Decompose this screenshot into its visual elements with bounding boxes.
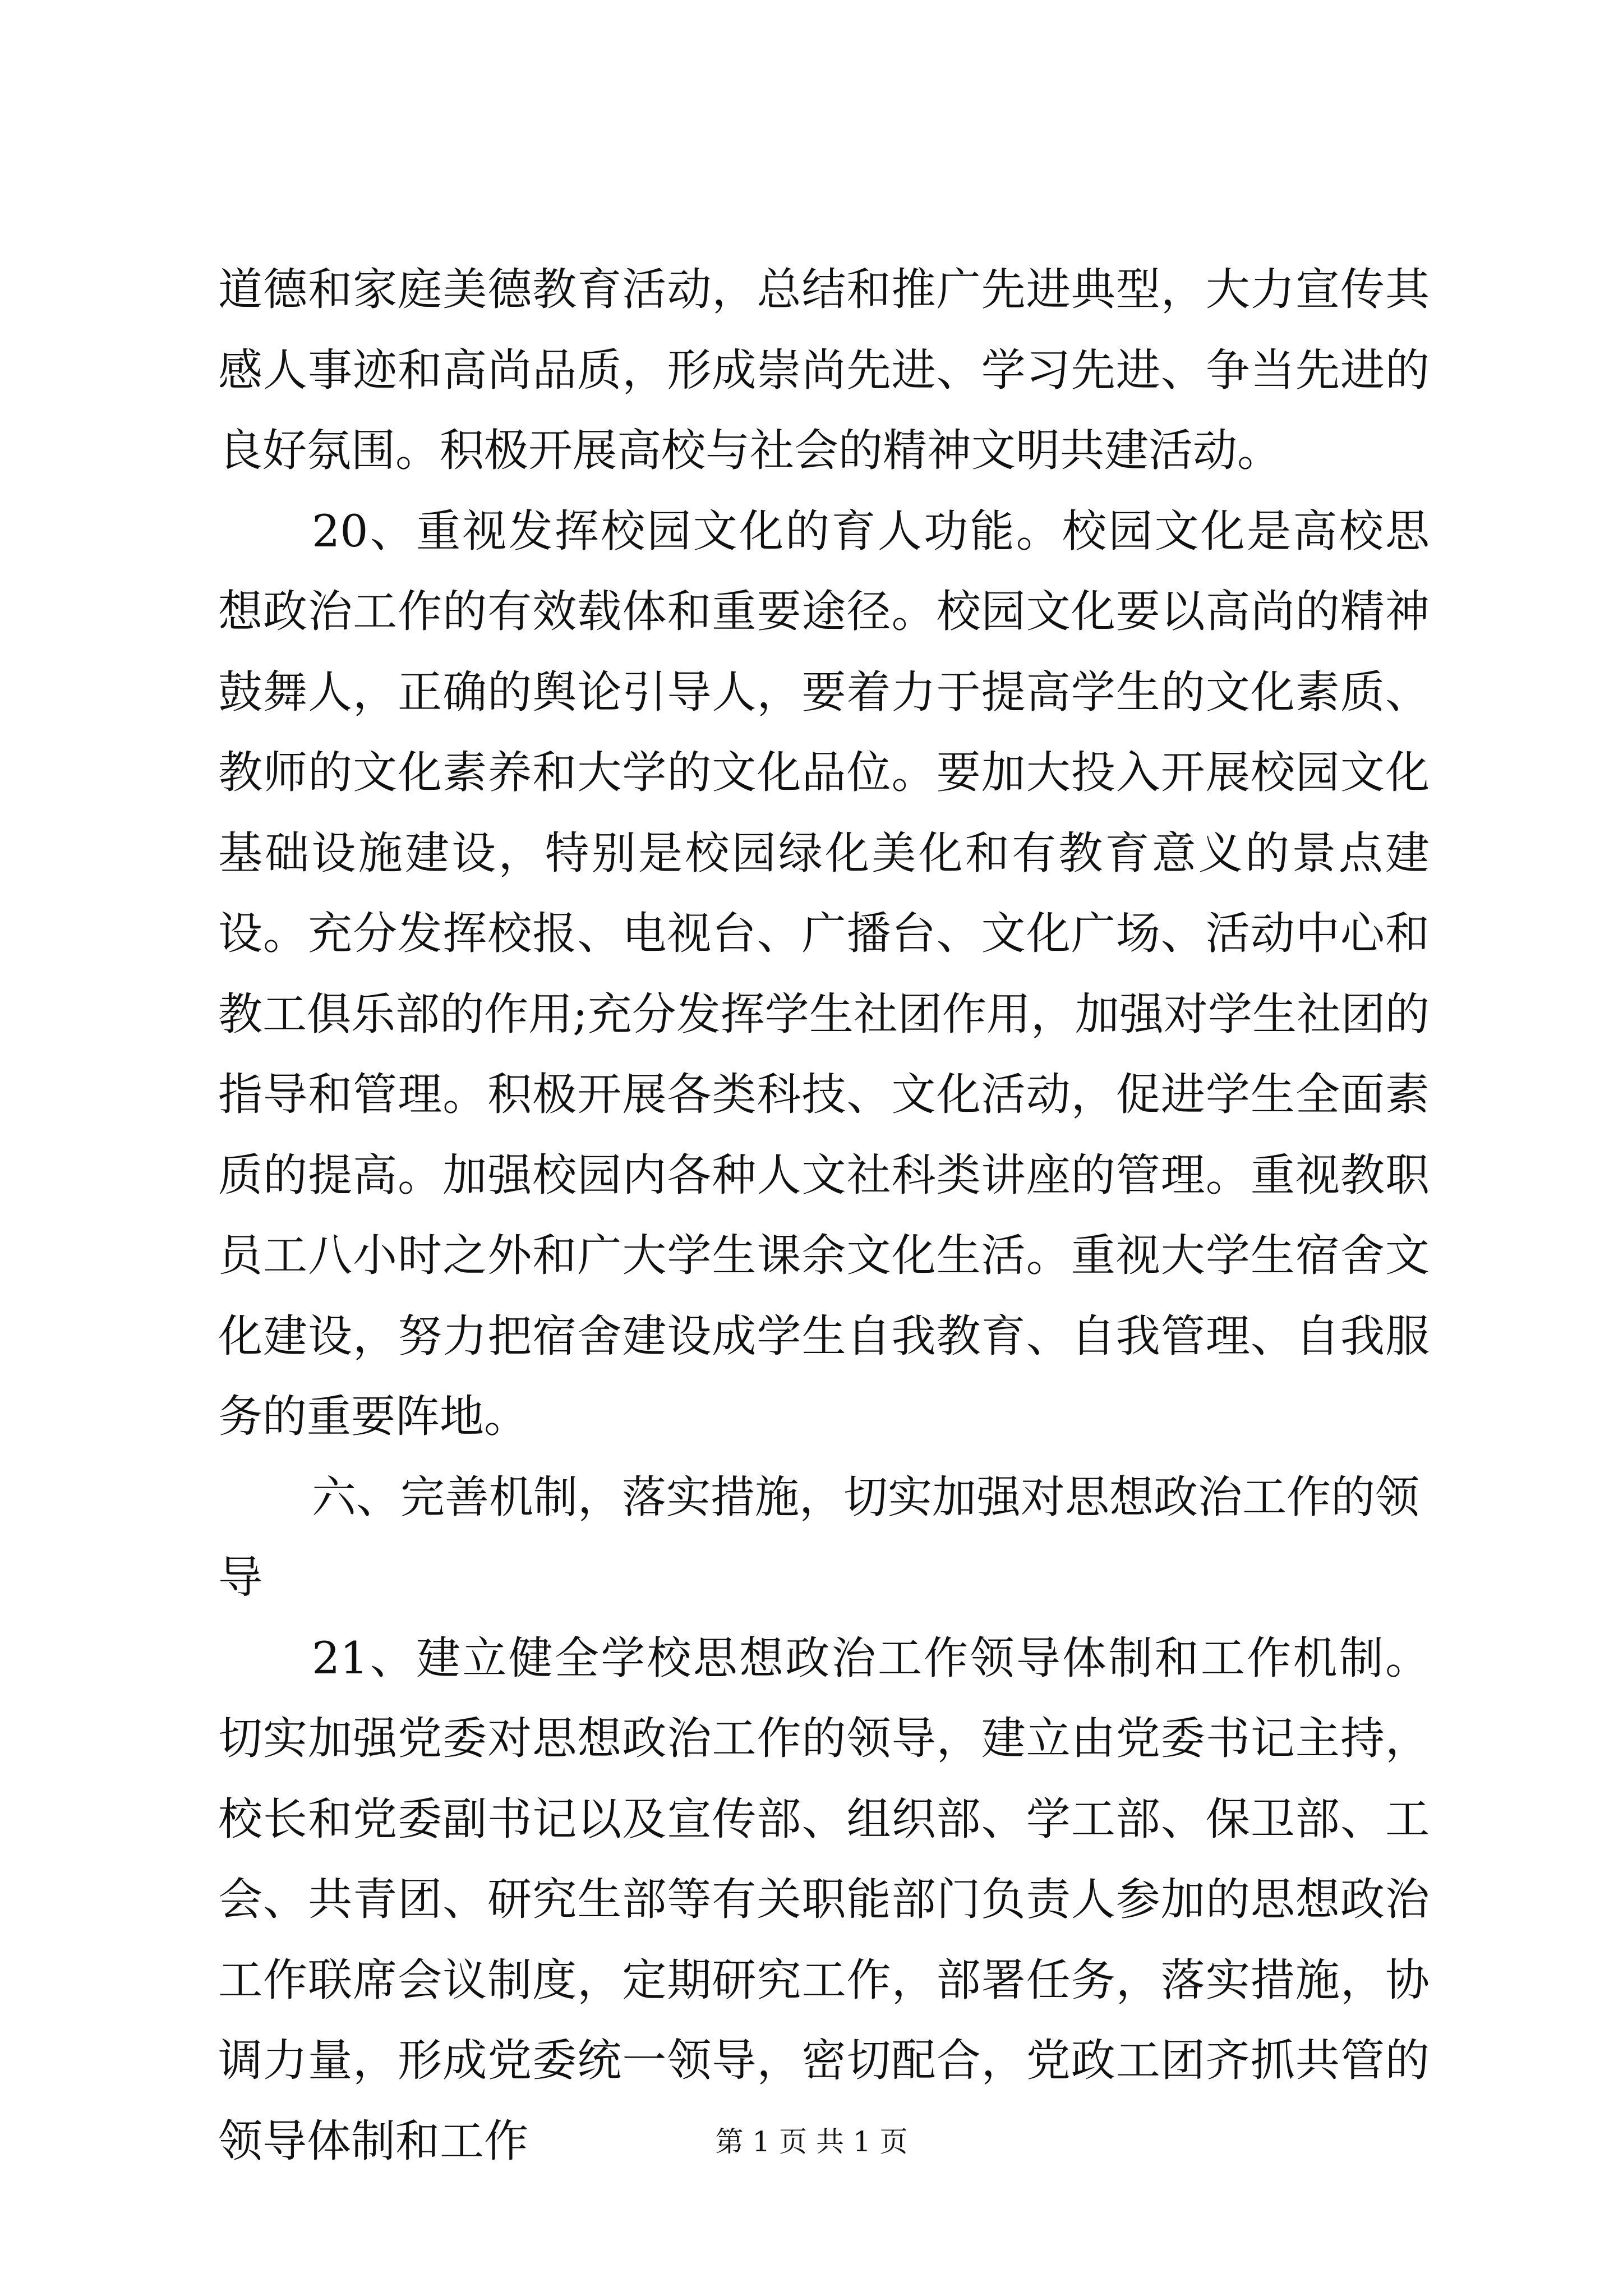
paragraph-item-21: 21、建立健全学校思想政治工作领导体制和工作机制。切实加强党委对思想政治工作的领导，建立由党委书记主持，校长和党委副书记以及宣传部、组织部、学工部、保卫部、工会、共青团、研究生部等有关职能部门负责人参加的思想政治工作联席会议制度，定期研究工作，部署任务，落实措施，协调力量，形成党委统一领导，密切配合，党政工团齐抓共管的领导体制和工作 xyxy=(218,1632,1430,2167)
section-heading-6: 六、完善机制，落实措施，切实加强对思想政治工作的领导 xyxy=(218,1471,1419,1603)
paragraph-continuation: 道德和家庭美德教育活动，总结和推广先进典型，大力宣传其感人事迹和高尚品质，形成崇尚先进、学习先进、争当先进的良好氛围。积极开展高校与社会的精神文明共建活动。 xyxy=(218,264,1430,476)
paragraph-item-20: 20、重视发挥校园文化的育人功能。校园文化是高校思想政治工作的有效载体和重要途径。校园文化要以高尚的精神鼓舞人，正确的舆论引导人，要着力于提高学生的文化素质、教师的文化素养和大学的文化品位。要加大投入开展校园文化基础设施建设，特别是校园绿化美化和有教育意义的景点建设。充分发挥校报、电视台、广播台、文化广场、活动中心和教工俱乐部的作用;充分发挥学生社团作用，加强对学生社团的指导和管理。积极开展各类科技、文化活动，促进学生全面素质的提高。加强校园内各种人文社科类讲座的管理。重视教职员工八小时之外和广大学生课余文化生活。重视大学生宿舍文化建设，努力把宿舍建设成学生自我教育、自我管理、自我服务的重要阵地。 xyxy=(218,505,1430,1442)
page-footer: 第 1 页 共 1 页 xyxy=(715,2125,908,2158)
document-body xyxy=(218,250,1430,2182)
